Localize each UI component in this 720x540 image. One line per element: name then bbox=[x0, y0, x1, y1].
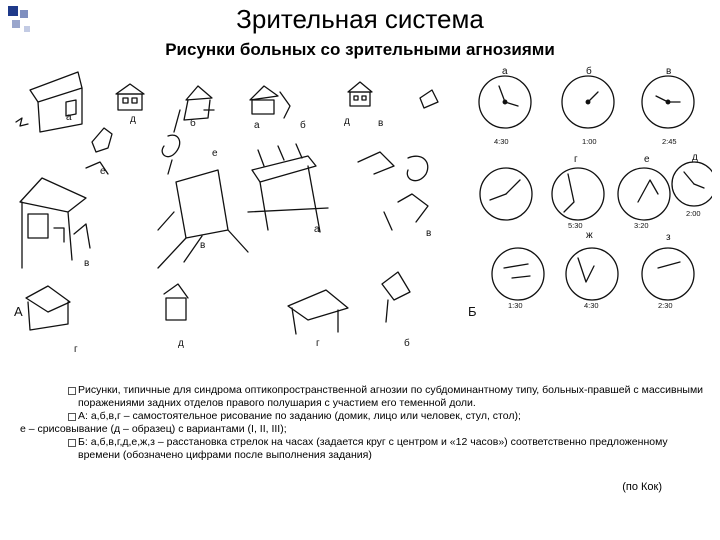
page-subtitle: Рисунки больных со зрительными агнозиями bbox=[165, 40, 555, 59]
house-drawing-large bbox=[20, 178, 90, 268]
drawing-label: в bbox=[200, 240, 206, 251]
clock-time: 5:30 bbox=[568, 221, 583, 230]
caption-text: А: а,б,в,г – самостоятельное рисование по заданию (домик, лицо или человек, стул, стол); bbox=[78, 410, 521, 422]
clock-label: б bbox=[586, 66, 592, 77]
table-drawing bbox=[248, 144, 328, 232]
drawing-label: д bbox=[178, 338, 184, 349]
clock-label: е bbox=[644, 154, 650, 165]
clock-time: 2:30 bbox=[658, 301, 673, 310]
caption-item bbox=[20, 423, 710, 436]
house-drawing-a bbox=[16, 72, 82, 132]
figure-caption bbox=[20, 384, 710, 462]
clock-time: 2:00 bbox=[686, 209, 701, 218]
clock-time: 2:45 bbox=[662, 137, 677, 146]
caption-text: Рисунки, типичные для синдрома оптикопространственной агнозии по субдоминантному типу, больных-правшей с массивными поражениями задних отделов правого полушария с участием его теменной доли. bbox=[78, 384, 704, 409]
caption-item bbox=[20, 384, 710, 410]
drawing-label: г bbox=[74, 344, 78, 355]
drawing-label: б bbox=[300, 120, 306, 131]
drawing-label: е bbox=[212, 148, 218, 159]
bullet-icon bbox=[68, 387, 76, 395]
scribble-drawing bbox=[358, 152, 428, 230]
house-drawing-f bbox=[420, 90, 438, 108]
bullet-icon bbox=[68, 413, 76, 421]
clock-time: 1:30 bbox=[508, 301, 523, 310]
drawing-label: а bbox=[254, 120, 260, 131]
caption-text: е – срисовывание (д – образец) с вариантами (I, II, III); bbox=[20, 423, 287, 435]
drawing-label: в bbox=[378, 118, 384, 129]
chair-drawing bbox=[158, 170, 248, 268]
clock-drawings bbox=[479, 76, 712, 300]
drawing-label: а bbox=[66, 112, 72, 123]
house-drawing-b bbox=[116, 84, 144, 110]
clock-label: а bbox=[502, 66, 508, 77]
drawing-label: а bbox=[314, 224, 320, 235]
clock-time: 4:30 bbox=[494, 137, 509, 146]
clock-label: ж bbox=[586, 230, 593, 241]
clock-time: 1:00 bbox=[582, 137, 597, 146]
drawing-label: б bbox=[404, 338, 410, 349]
clock-label: г bbox=[574, 154, 578, 165]
drawing-label: г bbox=[316, 338, 320, 349]
house-drawing-e bbox=[348, 82, 372, 106]
page-title: Зрительная система bbox=[236, 4, 484, 34]
drawing-label: в bbox=[426, 228, 432, 239]
bullet-icon bbox=[68, 439, 76, 447]
house-drawing-bottom bbox=[26, 284, 188, 330]
caption-text: Б: а,б,в,г,д,е,ж,з – расстановка стрелок на часах (задается круг с центром и «12 часов») соответственно предложенному времени (обозначено цифрами после выполнения задания) bbox=[78, 436, 668, 461]
clock-label: д bbox=[692, 152, 698, 163]
drawing-label: д bbox=[344, 116, 350, 127]
clock-label: в bbox=[666, 66, 672, 77]
clock-time: 3:20 bbox=[634, 221, 649, 230]
drawing-label: б bbox=[190, 118, 196, 129]
source-credit: (по Кок) bbox=[622, 481, 662, 493]
table-drawing-2 bbox=[288, 272, 410, 334]
caption-item bbox=[20, 410, 710, 423]
house-drawing-d bbox=[250, 86, 290, 118]
panel-a-label: А bbox=[14, 304, 23, 319]
caption-item bbox=[20, 436, 710, 462]
drawing-label: д bbox=[130, 114, 136, 125]
panel-b-label: Б bbox=[468, 304, 477, 319]
patient-drawings-figure bbox=[8, 62, 712, 372]
drawing-label: в bbox=[84, 258, 90, 269]
drawing-label: е bbox=[100, 166, 106, 177]
clock-label: з bbox=[666, 232, 671, 243]
clock-time: 4:30 bbox=[584, 301, 599, 310]
